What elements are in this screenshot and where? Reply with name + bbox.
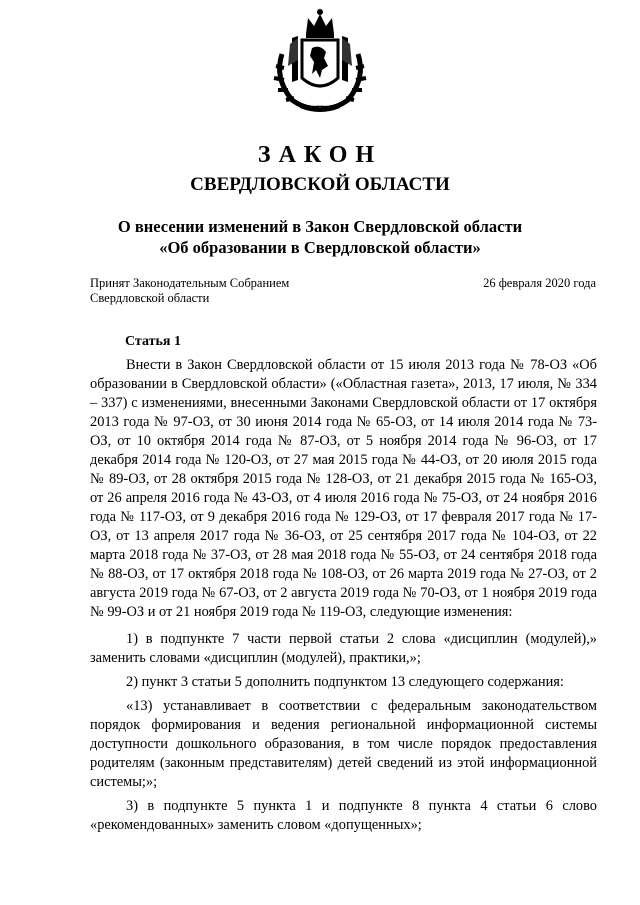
coat-of-arms-emblem [262, 8, 378, 116]
law-title: ЗАКОН [257, 142, 383, 168]
item-1-paragraph: 1) в подпункте 7 части первой статьи 2 слова «дисциплин (модулей),» заменить словами «дисциплин (модулей), практики,»; [90, 631, 597, 666]
article-body [90, 356, 597, 840]
article-title: Статья 1 [125, 334, 181, 349]
item-2-quote-paragraph: «13) устанавливает в соответствии с федеральным законодательством порядок формирования и ведения региональной информационной системы доступности дошкольного образования, в том числе порядок предоставления родителям (законным представителям) детей сведений из этой информационной системы;»; [90, 698, 597, 790]
subtitle-line-2: «Об образовании в Свердловской области» [159, 238, 481, 257]
region-title: СВЕРДЛОВСКОЙ ОБЛАСТИ [190, 174, 450, 195]
adopted-line-2: Свердловской области [90, 291, 210, 305]
item-2-paragraph: 2) пункт 3 статьи 5 дополнить подпунктом 13 следующего содержания: [126, 674, 564, 690]
law-subtitle [0, 216, 640, 258]
article-intro-paragraph: Внести в Закон Свердловской области от 15 июля 2013 года № 78-ОЗ «Об образовании в Свердловской области» («Областная газета», 2013, 17 июля, № 334 – 337) с изменениями, внесенными Законами Свердловской области от 17 октября 2013 года № 97-ОЗ, от 30 июня 2014 года № 65-ОЗ, от 14 июля 2014 года № 73-ОЗ, от 10 октября 2014 года № 87-ОЗ, от 5 ноября 2014 года № 96-ОЗ, от 17 декабря 2014 года № 120-ОЗ, от 27 мая 2015 года № 44-ОЗ, от 20 июля 2015 года № 89-ОЗ, от 28 октября 2015 года № 128-ОЗ, от 21 декабря 2015 года № 165-ОЗ, от 26 апреля 2016 года № 43-ОЗ, от 4 июля 2016 года № 75-ОЗ, от 24 ноября 2016 года № 117-ОЗ, от 9 декабря 2016 года № 129-ОЗ, от 17 февраля 2017 года № 17-ОЗ, от 13 апреля 2017 года № 36-ОЗ, от 25 сентября 2017 года № 104-ОЗ, от 22 марта 2018 года № 37-ОЗ, от 28 мая 2018 года № 55-ОЗ, от 24 сентября 2018 года № 88-ОЗ, от 17 октября 2018 года № 108-ОЗ, от 26 марта 2019 года № 27-ОЗ, от 2 августа 2019 года № 67-ОЗ, от 2 августа 2019 года № 70-ОЗ, от 1 ноября 2019 года № 99-ОЗ и от 21 ноября 2019 года № 119-ОЗ, следующие изменения: [90, 357, 597, 620]
adopted-by [90, 276, 289, 306]
adoption-date: 26 февраля 2020 года [483, 276, 596, 290]
adopted-line-1: Принят Законодательным Собранием [90, 276, 290, 290]
subtitle-line-1: О внесении изменений в Закон Свердловской области [117, 217, 523, 236]
item-3-paragraph: 3) в подпункте 5 пункта 1 и подпункте 8 пункта 4 статьи 6 слово «рекомендованных» заменить словом «допущенных»; [90, 798, 597, 833]
